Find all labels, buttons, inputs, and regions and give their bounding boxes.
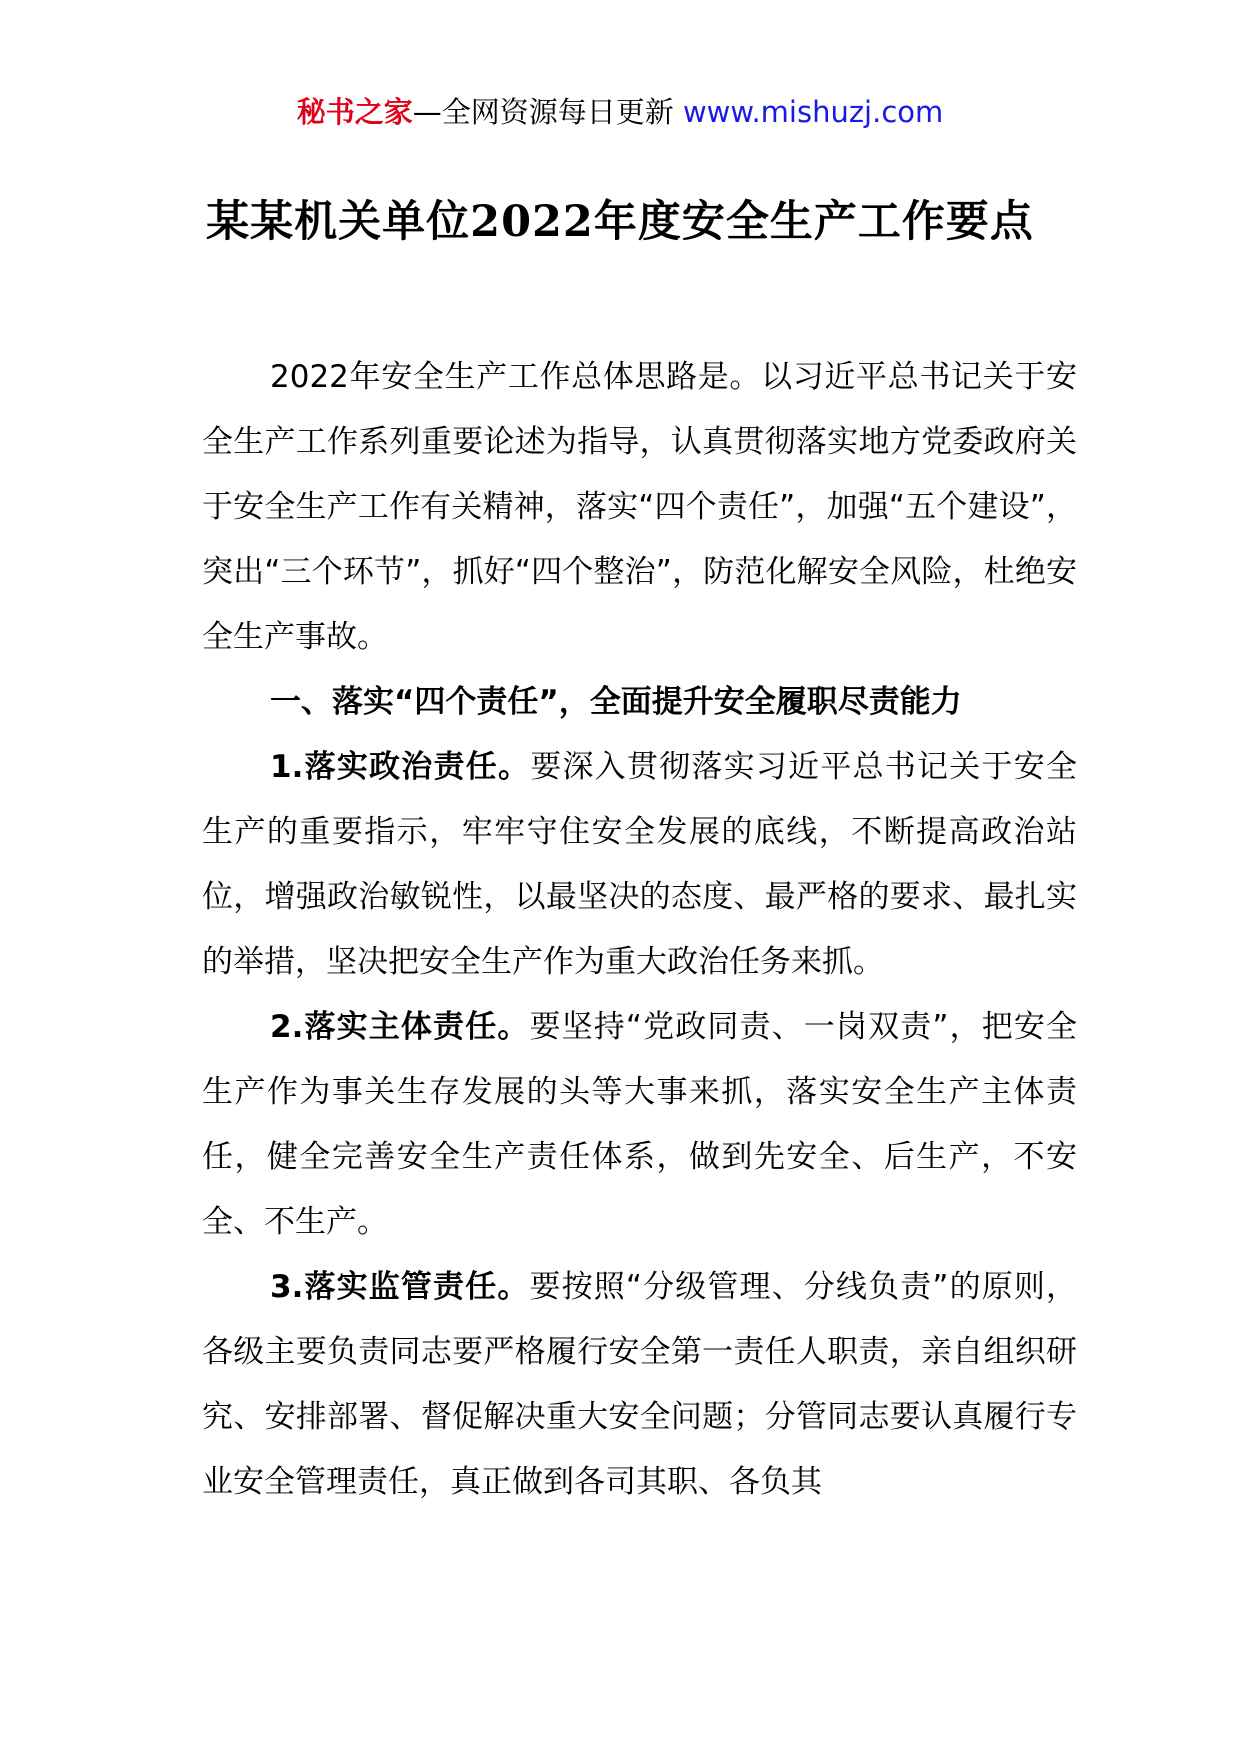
- item-1-text: 要深入贯彻落实习近平总书记关于安全生产的重要指示，牢牢守住安全发展的底线，不断提高政治站位，增强政治敏锐性，以最坚决的态度、最严格的要求、最扎实的举措，坚决把安全生产作为重大政治任务来抓。: [202, 749, 1077, 980]
- item-3-paragraph: [202, 1255, 1077, 1515]
- site-brand: 秘书之家: [296, 95, 413, 129]
- section-1-heading: 一、落实“四个责任”，全面提升安全履职尽责能力: [270, 684, 962, 720]
- intro-paragraph: 2022年安全生产工作总体思路是。以习近平总书记关于安全生产工作系列重要论述为指导，认真贯彻落实地方党委政府关于安全生产工作有关精神，落实“四个责任”，加强“五个建设”，突出“三个环节”，抓好“四个整治”，防范化解安全风险，杜绝安全生产事故。: [202, 359, 1077, 655]
- document-title: 某某机关单位2022年度安全生产工作要点: [206, 197, 1034, 247]
- document-body: [202, 345, 1077, 1515]
- item-3-text: 要按照“分级管理、分线负责”的原则，各级主要负责同志要严格履行安全第一责任人职责，亲自组织研究、安排部署、督促解决重大安全问题；分管同志要认真履行专业安全管理责任，真正做到各司其职、各负其: [202, 1269, 1077, 1500]
- item-1-paragraph: [202, 735, 1077, 995]
- item-3-lead: 3.落实监管责任。: [270, 1269, 530, 1305]
- item-2-lead: 2.落实主体责任。: [270, 1009, 530, 1045]
- site-slogan: —全网资源每日更新: [412, 95, 683, 129]
- item-2-paragraph: [202, 995, 1077, 1255]
- site-banner: [0, 92, 1240, 132]
- item-1-lead: 1.落实政治责任。: [270, 749, 531, 785]
- site-url-link[interactable]: www.mishuzj.com: [682, 95, 944, 129]
- item-2-text: 要坚持“党政同责、一岗双责”，把安全生产作为事关生存发展的头等大事来抓，落实安全生产主体责任，健全完善安全生产责任体系，做到先安全、后生产，不安全、不生产。: [202, 1009, 1077, 1240]
